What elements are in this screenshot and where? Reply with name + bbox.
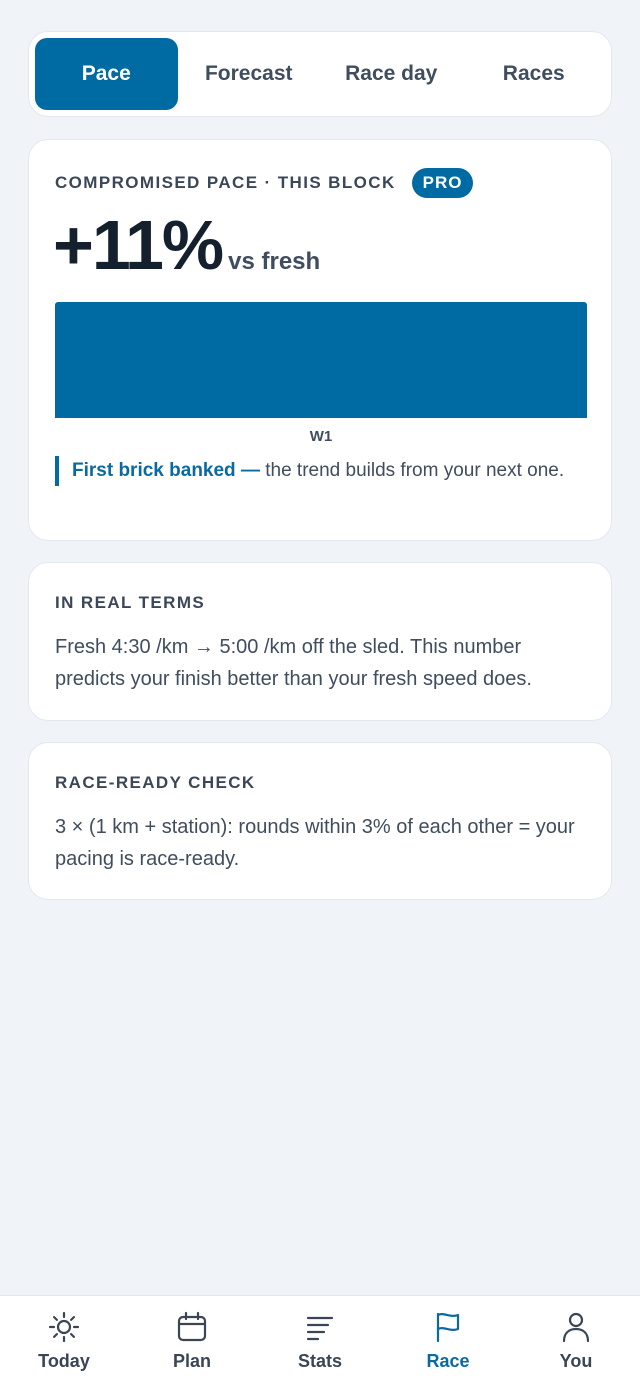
tab-race-day[interactable]: Race day: [345, 62, 438, 85]
nav-item-today[interactable]: [0, 1296, 128, 1385]
sun-icon: [47, 1310, 81, 1344]
trend-note: [55, 456, 587, 486]
x-tick-label: W1: [309, 428, 333, 445]
nav-label: You: [559, 1351, 593, 1371]
flag-icon: [431, 1310, 465, 1344]
card-header: [55, 168, 473, 198]
tab-pace[interactable]: Pace: [35, 38, 178, 110]
compromised-pace-card: [28, 139, 612, 541]
segmented-tabs: [28, 31, 612, 117]
person-icon: [559, 1310, 593, 1344]
tab-races[interactable]: Races: [502, 62, 565, 85]
metric-row: [53, 206, 321, 284]
compromised-pace-value: +11%: [53, 206, 223, 284]
note-highlight: First brick banked —: [72, 460, 260, 481]
chart-bar: [55, 302, 587, 418]
card-title: IN REAL TERMS: [55, 593, 206, 612]
nav-item-plan[interactable]: [128, 1296, 256, 1385]
card-title: RACE-READY CHECK: [55, 773, 256, 792]
metric-suffix: vs fresh: [228, 248, 321, 275]
card-title: COMPROMISED PACE · THIS BLOCK: [55, 173, 396, 192]
nav-item-stats[interactable]: [256, 1296, 384, 1385]
race-ready-check-card: [28, 742, 612, 900]
nav-label: Today: [38, 1351, 90, 1371]
nav-label: Race: [426, 1351, 470, 1371]
list-lines-icon: [303, 1310, 337, 1344]
real-terms-card: [28, 562, 612, 721]
bottom-nav: [0, 1295, 640, 1385]
tab-forecast[interactable]: Forecast: [204, 62, 293, 85]
calendar-icon: [175, 1310, 209, 1344]
card-body: 3 × (1 km + station): rounds within 3% of each other = your pacing is race-ready.: [55, 816, 575, 870]
nav-item-you[interactable]: [512, 1296, 640, 1385]
nav-label: Plan: [172, 1351, 211, 1371]
note-text: the trend builds from your next one.: [259, 460, 565, 481]
nav-item-race[interactable]: [384, 1296, 512, 1385]
nav-label: Stats: [297, 1351, 342, 1371]
pro-badge: PRO: [412, 168, 474, 198]
weekly-pace-chart: [55, 302, 587, 418]
card-body: Fresh 4:30 /km → 5:00 /km off the sled. This number predicts your finish better than your fresh speed does.: [55, 636, 532, 690]
